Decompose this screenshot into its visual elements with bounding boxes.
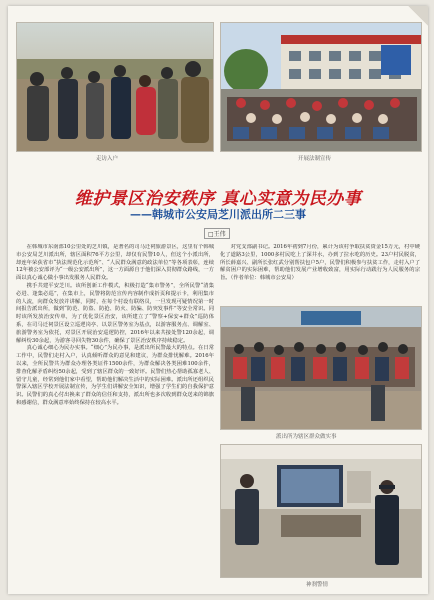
- author-byline: □王伟: [204, 228, 230, 239]
- paragraph: 真心诚心细心为民办实事。“细心”为民办事，是派出所民警最大的特点。在日常工作中，民警们走村入户，认真倾听群众的意见和建议，为群众排忧解难。2016年以来，全所民警共为群众办理各类证件1500余件，为群众解决各类困难100余件，排查化解矛盾纠纷50余起，受到了辖区群众的一致好评。民警们热心帮助孤寡老人、留守儿童，经常到他们家中看望，帮助他们解决生活中的实际困难。派出所还组织民警深入辖区学校开展法制宣传，为学生们讲解安全知识，增强了学生们的自我保护意识。民警们的真心付出换来了群众的信任和支持，派出所也多次收到群众送来的锦旗和感谢信，群众满意率始终保持在较高水平。: [16, 345, 214, 406]
- article-title: 维护景区治安秩序 真心实意为民办事: [74, 189, 362, 209]
- right-column-text: [220, 244, 420, 302]
- magazine-page: [8, 6, 428, 594]
- photo-visit-households: [16, 22, 214, 152]
- photo-caption: 走访入户: [96, 156, 119, 162]
- photo-caption: 派出所为辖区群众做实事: [276, 434, 337, 440]
- photo-caption: 神刹警情: [306, 582, 329, 588]
- photo-caption: 开展法制宣传: [298, 156, 332, 162]
- paragraph: 携手共建平安芝川。该所创新工作模式，积极打造“集市警务”，全所民警“清集必进、逢集必巡”，在集市上，民警将防范宣传内容制作成折页和提示卡，利用集市的人流，向群众发放并讲解，同时，在每个村设有联络员，一旦发现可疑情况第一时间报告派出所，做到“防范、防盗、防抢、防火、防骗、防突发事件”等安全常识。同时该所发放治安传单，为了优化景区治安，该所建立了“警察+保安+群众”巡防体系，在司马迁祠景区设立巡逻岗亭、以景区警务室为基点，以游客服务点、调解室、旅游警务室为依托，对景区开展治安巡逻防控，2016年以来共接处警120余起，调解纠纷30余起，为游客寻回失物30余件，确保了景区治安秩序持续稳定。: [16, 282, 214, 344]
- paragraph: 在韩城市东南部10公里处的芝川镇，是著名的司马迁祠旅游景区，这里有个韩城市公安局芝川派出所，辖区面积76平方公里，却仅有民警10人，但这个小派出所，却连年荣获省市“执法规范化示范所”、“人民群众满意的政法单位”等各项表彰，连续12年被公安部评为“一级公安派出所”，这一方面源自于他们深入贯彻群众路线，一方面以真心诚心做小事出发服务人民群众。: [16, 244, 214, 282]
- article-subtitle: ——韩城市公安局芝川派出所二三事: [130, 208, 306, 221]
- photo-legal-publicity: [220, 22, 422, 152]
- photo-service-for-residents: [220, 306, 422, 430]
- left-column-text: [16, 244, 214, 584]
- paragraph: 对党支部副书记。2016年初到7月份，累计为该村争取扶贫资金15万元，村中硬化了道路3公里，1000多村民吃上了深井水，办到了拉水吃的历史。23户村民脱贫，所长薛嘉兴、副所长张红武分别帮扶包户5户，民警们积极参与扶贫工作，走村入户了解贫困户的实际困难，帮助他们发展产业增收致富，用实际行动践行为人民服务的宗旨。（作者单位：韩城市公安局）: [220, 244, 420, 282]
- photo-police-duty: [220, 444, 422, 578]
